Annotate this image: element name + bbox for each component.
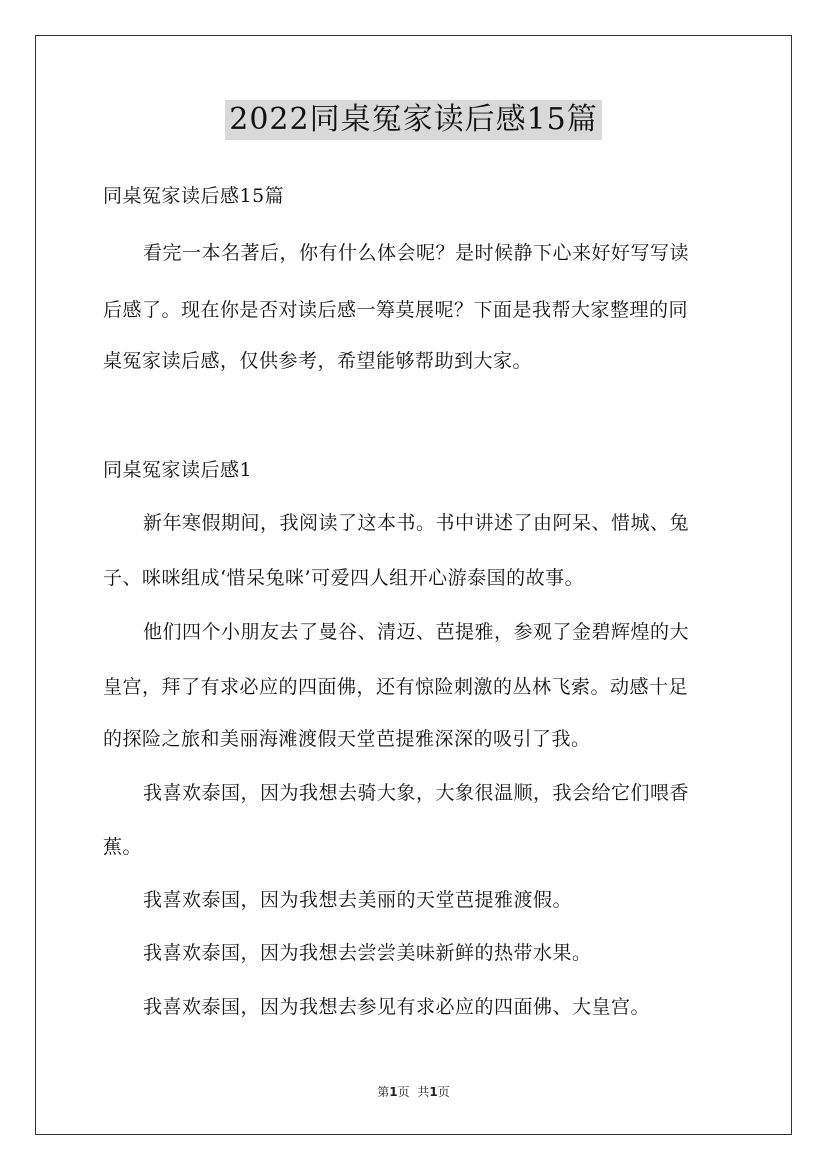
page-footer: [0, 1083, 827, 1100]
page-prefix: 第: [377, 1085, 390, 1099]
total-suffix: 页: [437, 1085, 450, 1099]
total-prefix: 共: [417, 1085, 430, 1099]
section-heading: 同桌冤家读后感1: [103, 459, 253, 481]
intro-line: 桌冤家读后感，仅供参考，希望能够帮助到大家。: [103, 350, 533, 372]
intro-line: 后感了。现在你是否对读后感一筹莫展呢？下面是我帮大家整理的同: [103, 299, 689, 321]
body-line: 的探险之旅和美丽海滩渡假天堂芭提雅深深的吸引了我。: [103, 728, 591, 750]
body-line: 我喜欢泰国，因为我想去骑大象，大象很温顺，我会给它们喂香: [143, 782, 690, 804]
body-line: 他们四个小朋友去了曼谷、清迈、芭提雅，参观了金碧辉煌的大: [143, 621, 690, 643]
title-container: [0, 100, 827, 140]
document-title: 2022同桌冤家读后感15篇: [225, 100, 602, 140]
body-line: 蕉。: [103, 836, 143, 858]
subtitle: 同桌冤家读后感15篇: [103, 185, 285, 207]
total-pages: 1: [429, 1085, 438, 1099]
body-line: 皇宫，拜了有求必应的四面佛，还有惊险刺激的丛林飞索。动感十足: [103, 676, 689, 698]
body-line: 我喜欢泰国，因为我想去美丽的天堂芭提雅渡假。: [143, 889, 573, 911]
body-line: 新年寒假期间，我阅读了这本书。书中讲述了由阿呆、惜城、兔: [143, 512, 690, 534]
page-suffix: 页: [397, 1085, 410, 1099]
body-line: 子、咪咪组成‘惜呆兔咪’可爱四人组开心游泰国的故事。: [103, 567, 585, 589]
page-number: 1: [389, 1085, 398, 1099]
body-line: 我喜欢泰国，因为我想去参见有求必应的四面佛、大皇宫。: [143, 996, 651, 1018]
body-line: 我喜欢泰国，因为我想去尝尝美味新鲜的热带水果。: [143, 942, 592, 964]
intro-line: 看完一本名著后，你有什么体会呢？是时候静下心来好好写写读: [143, 242, 690, 264]
